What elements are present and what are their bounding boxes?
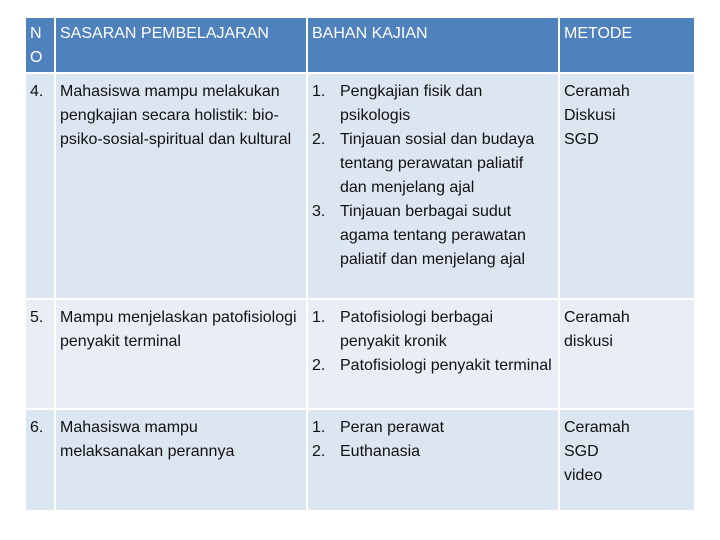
list-item: 2. Tinjauan sosial dan budaya tentang perawatan paliatif dan menjelang ajal: [312, 131, 535, 196]
list-item: 1. Peran perawat: [312, 419, 445, 436]
bahan-list: [312, 416, 552, 464]
row-bahan: [308, 300, 558, 408]
table-row: [26, 74, 694, 298]
row-metode: Ceramah Diskusi SGD: [560, 74, 694, 298]
list-item: 2. Euthanasia: [312, 443, 421, 460]
list-item: 1. Patofisiologi berbagai penyakit kronik: [312, 309, 493, 350]
list-item: 1. Pengkajian fisik dan psikologis: [312, 83, 483, 124]
list-item: 2. Patofisiologi penyakit terminal: [312, 357, 552, 374]
list-item: 3. Tinjauan berbagai sudut agama tentang perawatan paliatif dan menjelang ajal: [312, 203, 526, 268]
row-metode: Ceramah SGD video: [560, 410, 694, 510]
bahan-list: [312, 80, 552, 272]
row-number: 6.: [26, 410, 54, 510]
row-sasaran: Mahasiswa mampu melakukan pengkajian secara holistik: bio-psiko-sosial-spiritual dan kultural: [56, 74, 306, 298]
row-bahan: [308, 74, 558, 298]
row-number: 4.: [26, 74, 54, 298]
table-header-row: [26, 18, 694, 72]
header-sasaran: SASARAN PEMBELAJARAN: [56, 18, 306, 72]
row-number: 5.: [26, 300, 54, 408]
curriculum-table: [24, 16, 696, 512]
row-bahan: [308, 410, 558, 510]
bahan-list: [312, 306, 552, 378]
row-sasaran: Mahasiswa mampu melaksanakan perannya: [56, 410, 306, 510]
table-row: [26, 410, 694, 510]
header-bahan: BAHAN KAJIAN: [308, 18, 558, 72]
row-sasaran: Mampu menjelaskan patofisiologi penyakit terminal: [56, 300, 306, 408]
row-metode: Ceramah diskusi: [560, 300, 694, 408]
header-no: NO: [26, 18, 54, 72]
header-metode: METODE: [560, 18, 694, 72]
table-row: [26, 300, 694, 408]
